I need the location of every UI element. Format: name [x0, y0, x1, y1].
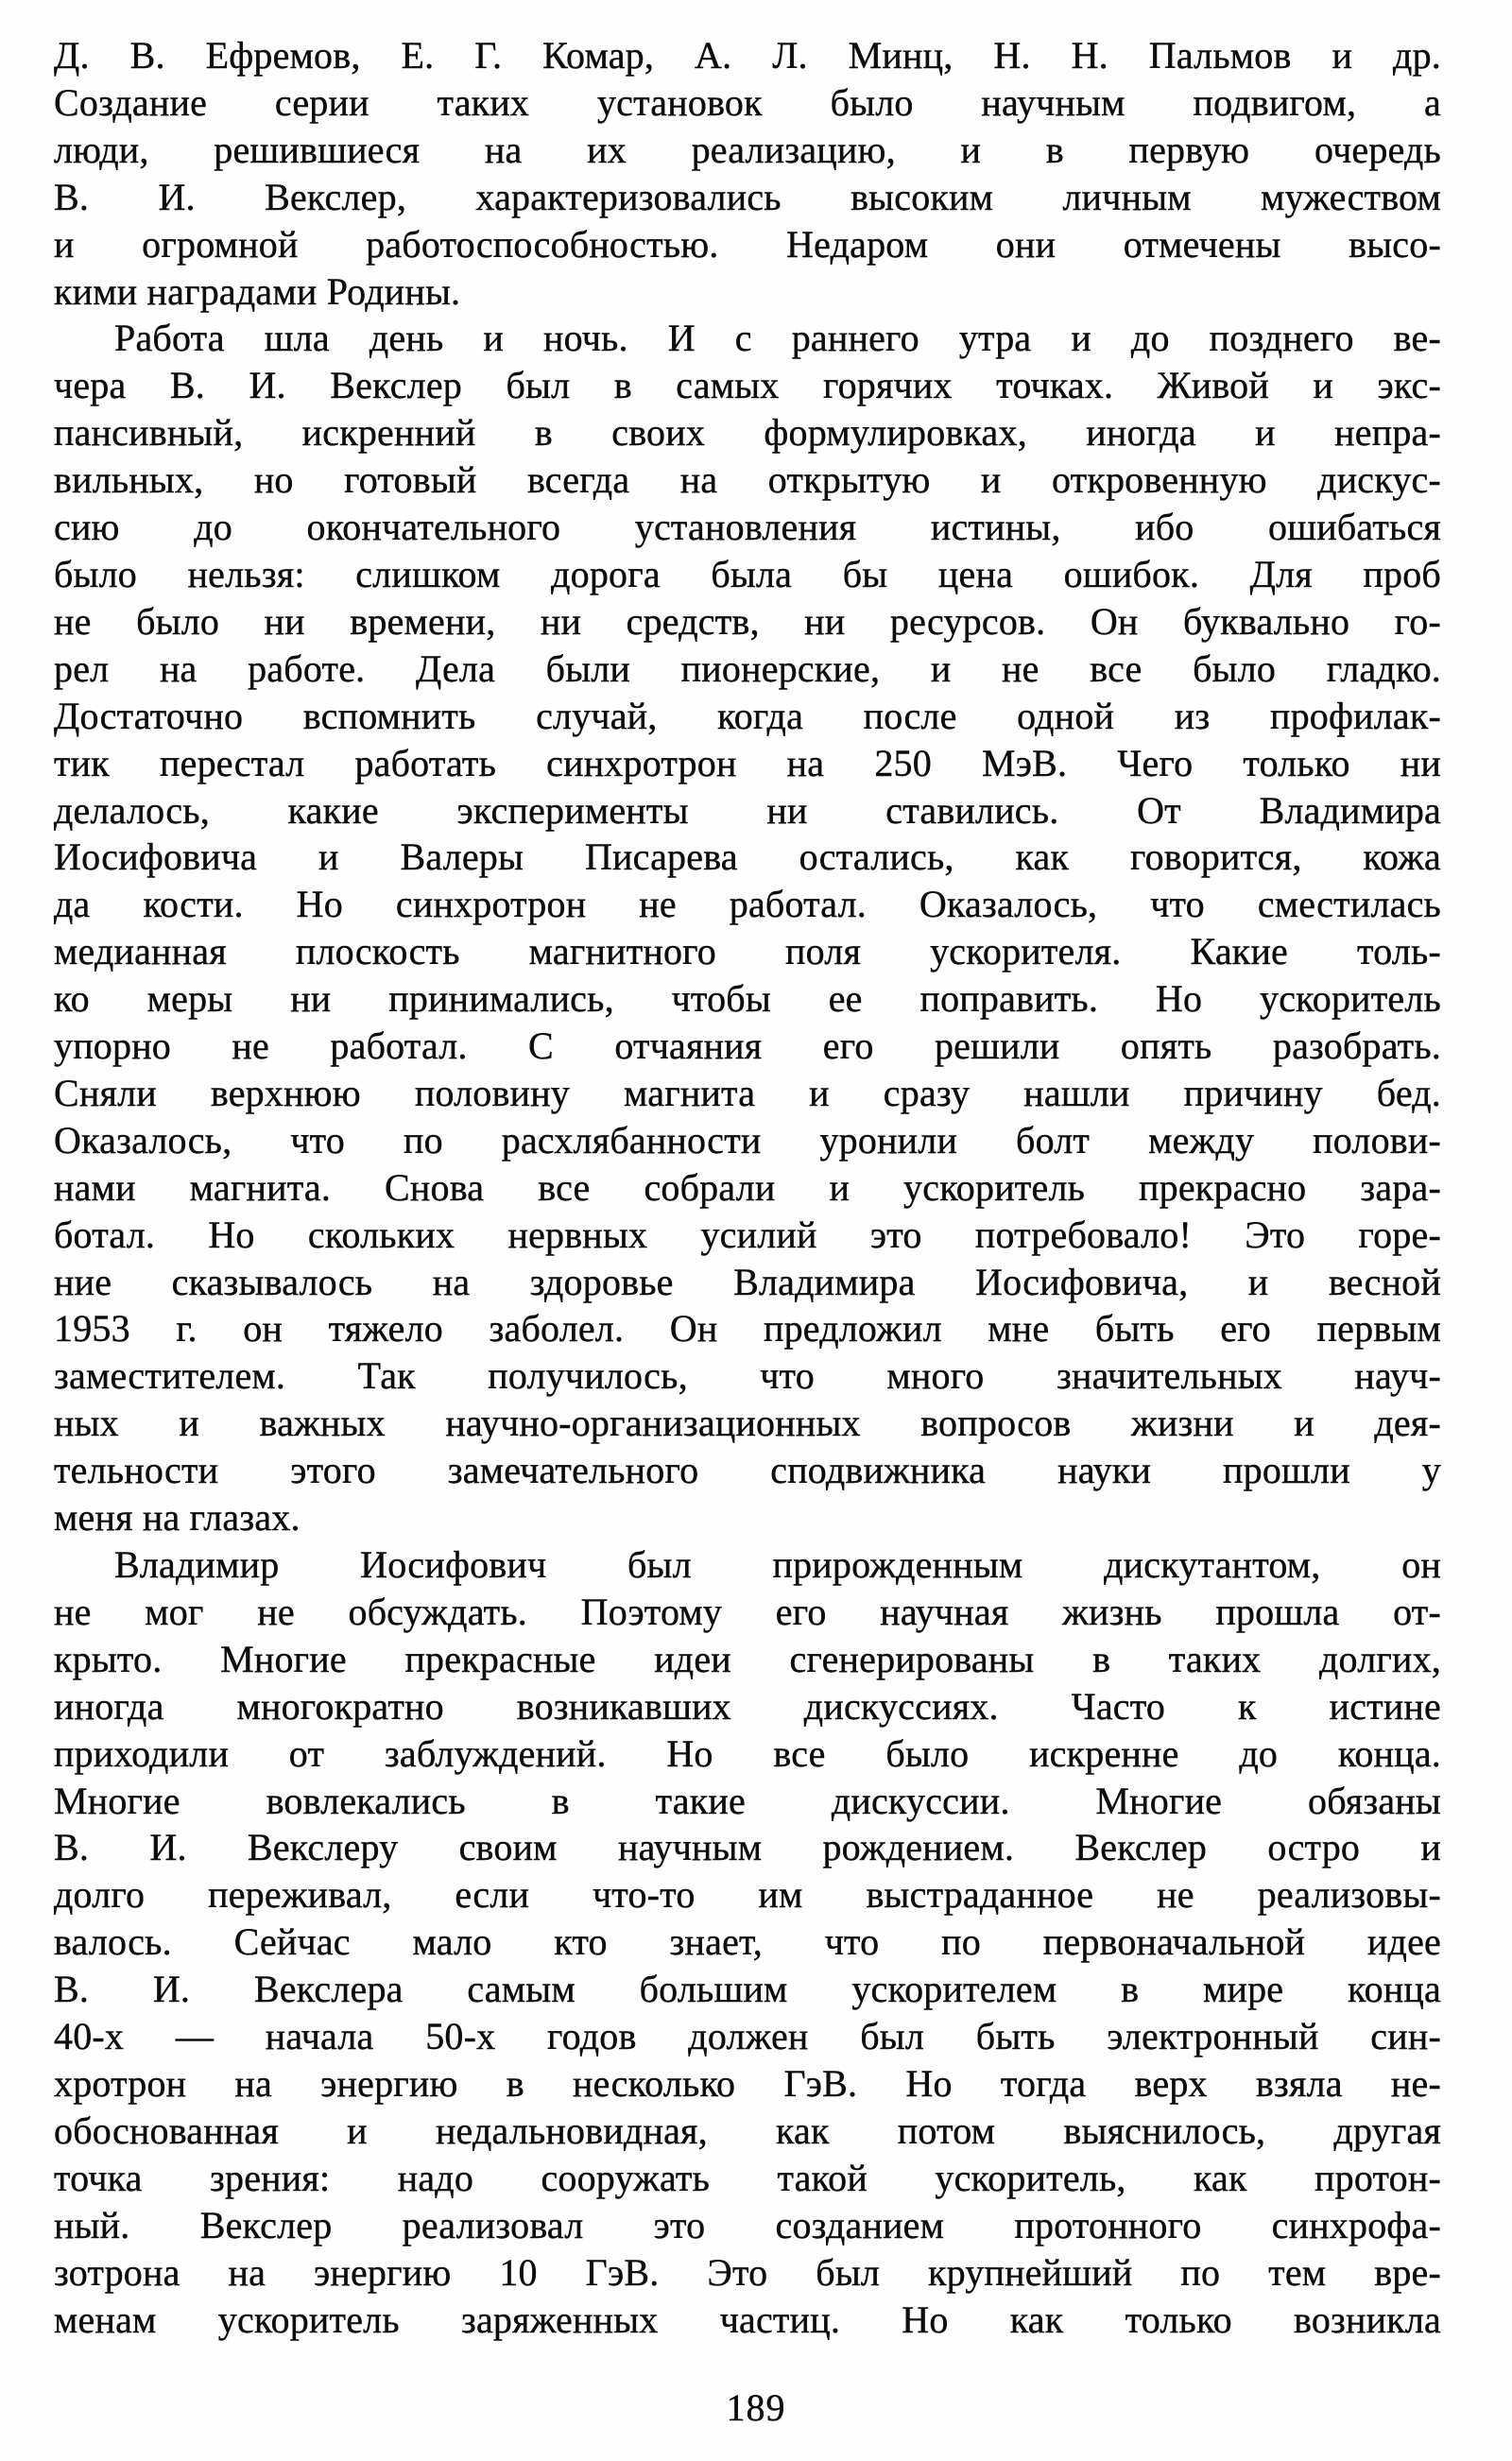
text-line: ко меры ни принимались, чтобы ее поправить. Но ускоритель: [54, 977, 1441, 1021]
text-line: и огромной работоспособностью. Недаром они отмечены высо-: [54, 222, 1441, 266]
text-line: валось. Сейчас мало кто знает, что по первоначальной идее: [54, 1920, 1441, 1964]
text-line: иногда многократно возникавших дискуссиях. Часто к истине: [54, 1684, 1441, 1728]
text-line: 40-х — начала 50-х годов должен был быть электронный син-: [54, 2015, 1441, 2058]
text-line: сию до окончательного установления истины, ибо ошибаться: [54, 506, 1441, 549]
text-line: Д. В. Ефремов, Е. Г. Комар, А. Л. Минц, Н. Н. Пальмов и др.: [54, 34, 1441, 77]
text-line: люди, решившиеся на их реализацию, и в первую очередь: [54, 128, 1441, 171]
paragraph-2: [54, 315, 1441, 1541]
text-line: Работа шла день и ночь. И с раннего утра и до позднего ве-: [114, 317, 1441, 360]
text-block: [54, 32, 1441, 2343]
text-line: точка зрения: надо сооружать такой ускоритель, как протон-: [54, 2156, 1441, 2199]
text-line: не мог не обсуждать. Поэтому его научная жизнь прошла от-: [54, 1590, 1441, 1633]
text-line: заместителем. Так получилось, что много значительных науч-: [54, 1354, 1441, 1398]
text-line: Многие вовлекались в такие дискуссии. Многие обязаны: [54, 1779, 1441, 1822]
text-line: рел на работе. Дела были пионерские, и не все было гладко.: [54, 646, 1441, 690]
text-line: нами магнита. Снова все собрали и ускоритель прекрасно зара-: [54, 1165, 1441, 1209]
text-line: да кости. Но синхротрон не работал. Оказалось, что сместилась: [54, 883, 1441, 926]
text-line: приходили от заблуждений. Но все было искренне до конца.: [54, 1731, 1441, 1775]
text-line: было нельзя: слишком дорога была бы цена ошибок. Для проб: [54, 552, 1441, 595]
text-line: В. И. Векслеру своим научным рождением. Векслер остро и: [54, 1826, 1441, 1869]
text-line: чера В. И. Векслер был в самых горячих точках. Живой и экс-: [54, 364, 1441, 407]
text-line: меня на глазах.: [54, 1496, 301, 1540]
text-line: делалось, какие эксперименты ни ставились. От Владимира: [54, 788, 1441, 832]
text-line: Иосифовича и Валеры Писарева остались, как говорится, кожа: [54, 835, 1441, 879]
text-line: хротрон на энергию в несколько ГэВ. Но тогда верх взяла не-: [54, 2061, 1441, 2105]
text-line: зотрона на энергию 10 ГэВ. Это был крупнейший по тем вре-: [54, 2250, 1441, 2294]
page-number: 189: [726, 2386, 786, 2429]
text-line: В. И. Векслера самым большим ускорителем в мире конца: [54, 1968, 1441, 2011]
text-line: не было ни времени, ни средств, ни ресурсов. Он буквально го-: [54, 599, 1441, 643]
text-line: менам ускоритель заряженных частиц. Но как только возникла: [54, 2298, 1441, 2341]
text-line: долго переживал, если что-то им выстраданное не реализовы-: [54, 1873, 1441, 1917]
text-line: Владимир Иосифович был прирожденным дискутантом, он: [114, 1543, 1441, 1586]
text-line: В. И. Векслер, характеризовались высоким личным мужеством: [54, 175, 1441, 218]
text-line: ных и важных научно-организационных вопросов жизни и дея-: [54, 1402, 1441, 1445]
text-line: медианная плоскость магнитного поля ускорителя. Какие толь-: [54, 930, 1441, 973]
text-line: крыто. Многие прекрасные идеи сгенерированы в таких долгих,: [54, 1637, 1441, 1680]
text-line: тик перестал работать синхротрон на 250 МэВ. Чего только ни: [54, 741, 1441, 784]
text-line: ние сказывалось на здоровье Владимира Иосифовича, и весной: [54, 1260, 1441, 1303]
text-line: вильных, но готовый всегда на открытую и откровенную дискус-: [54, 458, 1441, 502]
paragraph-1: [54, 32, 1441, 315]
text-line: пансивный, искренний в своих формулировках, иногда и непра-: [54, 411, 1441, 455]
text-line: упорно не работал. С отчаяния его решили опять разобрать.: [54, 1024, 1441, 1068]
paragraph-3: [54, 1541, 1441, 2343]
text-line: тельности этого замечательного сподвижника науки прошли у: [54, 1449, 1441, 1492]
text-line: обоснованная и недальновидная, как потом выяснилось, другая: [54, 2108, 1441, 2152]
text-line: Создание серии таких установок было научным подвигом, а: [54, 80, 1441, 124]
text-line: ботал. Но скольких нервных усилий это потребовало! Это горе-: [54, 1213, 1441, 1256]
text-line: Оказалось, что по расхлябанности уронили болт между полови-: [54, 1118, 1441, 1162]
text-line: 1953 г. он тяжело заболел. Он предложил мне быть его первым: [54, 1307, 1441, 1351]
text-line: кими наградами Родины.: [54, 269, 461, 313]
text-line: Достаточно вспомнить случай, когда после одной из профилак-: [54, 694, 1441, 737]
text-line: ный. Векслер реализовал это созданием протонного синхрофа-: [54, 2203, 1441, 2246]
text-line: Сняли верхнюю половину магнита и сразу нашли причину бед.: [54, 1071, 1441, 1114]
